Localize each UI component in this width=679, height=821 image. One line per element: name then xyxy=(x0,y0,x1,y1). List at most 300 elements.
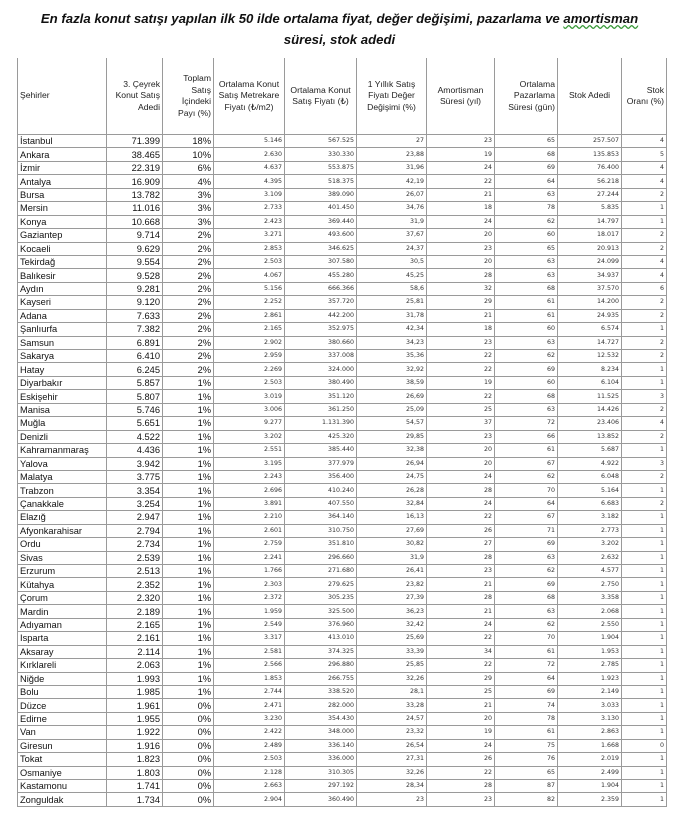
cell-q3-sales: 4.522 xyxy=(107,430,163,443)
table-row xyxy=(18,336,667,349)
cell-city: Afyonkarahisar xyxy=(18,524,107,537)
cell-marketing-time: 69 xyxy=(495,161,558,174)
cell-price-per-m2: 2.503 xyxy=(214,376,285,389)
cell-amortization: 23 xyxy=(427,242,495,255)
table-row xyxy=(18,175,667,188)
cell-amortization: 23 xyxy=(427,793,495,806)
cell-avg-price: 356.400 xyxy=(285,470,357,483)
cell-stock-count: 3.358 xyxy=(558,591,622,604)
cell-q3-sales: 6.891 xyxy=(107,336,163,349)
cell-city: Sivas xyxy=(18,551,107,564)
table-row xyxy=(18,766,667,779)
table-row xyxy=(18,685,667,698)
table-row xyxy=(18,578,667,591)
cell-price-per-m2: 3.019 xyxy=(214,390,285,403)
cell-avg-price: 279.625 xyxy=(285,578,357,591)
cell-stock-ratio: 1 xyxy=(622,645,667,658)
cell-value-change: 26,69 xyxy=(357,390,427,403)
cell-amortization: 28 xyxy=(427,591,495,604)
table-row xyxy=(18,672,667,685)
cell-city: Tokat xyxy=(18,753,107,766)
cell-amortization: 22 xyxy=(427,175,495,188)
cell-price-per-m2: 5.146 xyxy=(214,135,285,148)
cell-city: Samsun xyxy=(18,336,107,349)
cell-share: 2% xyxy=(163,363,214,376)
cell-stock-ratio: 2 xyxy=(622,309,667,322)
cell-amortization: 20 xyxy=(427,457,495,470)
cell-city: Adana xyxy=(18,309,107,322)
cell-city: Kahramanmaraş xyxy=(18,444,107,457)
cell-share: 1% xyxy=(163,672,214,685)
cell-share: 2% xyxy=(163,336,214,349)
cell-price-per-m2: 2.165 xyxy=(214,323,285,336)
cell-price-per-m2: 2.503 xyxy=(214,753,285,766)
table-row xyxy=(18,739,667,752)
cell-city: Yalova xyxy=(18,457,107,470)
cell-q3-sales: 9.714 xyxy=(107,229,163,242)
cell-marketing-time: 78 xyxy=(495,202,558,215)
cell-value-change: 34,76 xyxy=(357,202,427,215)
cell-city: Çorum xyxy=(18,591,107,604)
cell-amortization: 24 xyxy=(427,618,495,631)
cell-stock-ratio: 1 xyxy=(622,538,667,551)
cell-stock-ratio: 1 xyxy=(622,632,667,645)
cell-value-change: 26,41 xyxy=(357,565,427,578)
cell-price-per-m2: 2.128 xyxy=(214,766,285,779)
cell-avg-price: 567.525 xyxy=(285,135,357,148)
title-text: En fazla konut satışı yapılan ilk 50 ilde ortalama fiyat, değer değişimi, pazarlama ve xyxy=(40,11,564,26)
table-row xyxy=(18,793,667,806)
cell-value-change: 27,31 xyxy=(357,753,427,766)
cell-share: 1% xyxy=(163,444,214,457)
cell-stock-ratio: 1 xyxy=(622,444,667,457)
cell-city: Trabzon xyxy=(18,484,107,497)
cell-price-per-m2: 2.959 xyxy=(214,350,285,363)
cell-marketing-time: 78 xyxy=(495,712,558,725)
cell-avg-price: 354.430 xyxy=(285,712,357,725)
cell-marketing-time: 74 xyxy=(495,699,558,712)
cell-avg-price: 297.192 xyxy=(285,780,357,793)
cell-stock-count: 257.507 xyxy=(558,135,622,148)
cell-marketing-time: 61 xyxy=(495,726,558,739)
cell-city: Kayseri xyxy=(18,296,107,309)
cell-value-change: 23,32 xyxy=(357,726,427,739)
cell-value-change: 45,25 xyxy=(357,269,427,282)
cell-stock-count: 2.068 xyxy=(558,605,622,618)
cell-avg-price: 389.090 xyxy=(285,188,357,201)
cell-share: 1% xyxy=(163,591,214,604)
cell-value-change: 32,38 xyxy=(357,444,427,457)
cell-marketing-time: 87 xyxy=(495,780,558,793)
cell-stock-ratio: 5 xyxy=(622,148,667,161)
cell-stock-ratio: 1 xyxy=(622,618,667,631)
cell-value-change: 32,92 xyxy=(357,363,427,376)
cell-price-per-m2: 2.252 xyxy=(214,296,285,309)
cell-value-change: 38,59 xyxy=(357,376,427,389)
cell-share: 0% xyxy=(163,712,214,725)
cell-avg-price: 296.660 xyxy=(285,551,357,564)
cell-amortization: 28 xyxy=(427,551,495,564)
cell-city: Manisa xyxy=(18,403,107,416)
cell-price-per-m2: 2.696 xyxy=(214,484,285,497)
cell-stock-ratio: 2 xyxy=(622,470,667,483)
cell-value-change: 25,69 xyxy=(357,632,427,645)
cell-marketing-time: 70 xyxy=(495,632,558,645)
cell-stock-count: 1.904 xyxy=(558,632,622,645)
cell-avg-price: 666.366 xyxy=(285,282,357,295)
cell-stock-ratio: 1 xyxy=(622,753,667,766)
cell-avg-price: 364.140 xyxy=(285,511,357,524)
cell-price-per-m2: 2.372 xyxy=(214,591,285,604)
table-row xyxy=(18,403,667,416)
cell-value-change: 32,26 xyxy=(357,766,427,779)
cell-q3-sales: 2.114 xyxy=(107,645,163,658)
cell-city: Muğla xyxy=(18,417,107,430)
cell-marketing-time: 65 xyxy=(495,135,558,148)
cell-value-change: 26,28 xyxy=(357,484,427,497)
cell-stock-ratio: 0 xyxy=(622,739,667,752)
cell-marketing-time: 60 xyxy=(495,376,558,389)
cell-price-per-m2: 3.109 xyxy=(214,188,285,201)
cell-marketing-time: 72 xyxy=(495,417,558,430)
cell-amortization: 22 xyxy=(427,632,495,645)
cell-avg-price: 369.440 xyxy=(285,215,357,228)
cell-q3-sales: 7.633 xyxy=(107,309,163,322)
cell-city: Erzurum xyxy=(18,565,107,578)
table-row xyxy=(18,215,667,228)
cell-q3-sales: 2.734 xyxy=(107,538,163,551)
cell-city: Sakarya xyxy=(18,350,107,363)
cell-stock-ratio: 1 xyxy=(622,524,667,537)
cell-q3-sales: 2.189 xyxy=(107,605,163,618)
cell-price-per-m2: 2.503 xyxy=(214,255,285,268)
cell-avg-price: 352.975 xyxy=(285,323,357,336)
cell-stock-count: 6.574 xyxy=(558,323,622,336)
cell-marketing-time: 63 xyxy=(495,255,558,268)
col-header-amortization: Amortisman Süresi (yıl) xyxy=(427,58,495,135)
cell-city: Çanakkale xyxy=(18,497,107,510)
cell-avg-price: 310.305 xyxy=(285,766,357,779)
cell-price-per-m2: 2.630 xyxy=(214,148,285,161)
cell-avg-price: 338.520 xyxy=(285,685,357,698)
cell-price-per-m2: 2.551 xyxy=(214,444,285,457)
cell-amortization: 28 xyxy=(427,269,495,282)
cell-stock-ratio: 2 xyxy=(622,296,667,309)
cell-city: Niğde xyxy=(18,672,107,685)
cell-avg-price: 380.660 xyxy=(285,336,357,349)
cell-avg-price: 266.755 xyxy=(285,672,357,685)
cell-q3-sales: 6.245 xyxy=(107,363,163,376)
cell-stock-ratio: 2 xyxy=(622,242,667,255)
table-row xyxy=(18,202,667,215)
cell-marketing-time: 67 xyxy=(495,511,558,524)
cell-stock-ratio: 1 xyxy=(622,202,667,215)
cell-stock-ratio: 1 xyxy=(622,215,667,228)
table-row xyxy=(18,363,667,376)
cell-stock-count: 2.359 xyxy=(558,793,622,806)
cell-price-per-m2: 2.423 xyxy=(214,215,285,228)
cell-stock-count: 1.904 xyxy=(558,780,622,793)
cell-share: 1% xyxy=(163,659,214,672)
cell-price-per-m2: 2.733 xyxy=(214,202,285,215)
cell-stock-ratio: 1 xyxy=(622,565,667,578)
cell-price-per-m2: 2.581 xyxy=(214,645,285,658)
cell-stock-ratio: 2 xyxy=(622,430,667,443)
cell-city: Zonguldak xyxy=(18,793,107,806)
cell-amortization: 23 xyxy=(427,135,495,148)
cell-price-per-m2: 4.067 xyxy=(214,269,285,282)
cell-stock-count: 2.785 xyxy=(558,659,622,672)
cell-q3-sales: 2.161 xyxy=(107,632,163,645)
cell-stock-count: 135.853 xyxy=(558,148,622,161)
table-row xyxy=(18,470,667,483)
cell-value-change: 24,75 xyxy=(357,470,427,483)
cell-avg-price: 305.235 xyxy=(285,591,357,604)
cell-value-change: 28,1 xyxy=(357,685,427,698)
cell-stock-count: 3.182 xyxy=(558,511,622,524)
table-row xyxy=(18,376,667,389)
cell-price-per-m2: 2.243 xyxy=(214,470,285,483)
cell-q3-sales: 1.993 xyxy=(107,672,163,685)
cell-q3-sales: 4.436 xyxy=(107,444,163,457)
table-row xyxy=(18,659,667,672)
cell-city: Denizli xyxy=(18,430,107,443)
cell-value-change: 31,9 xyxy=(357,551,427,564)
cell-avg-price: 348.000 xyxy=(285,726,357,739)
cell-city: Eskişehir xyxy=(18,390,107,403)
cell-q3-sales: 1.823 xyxy=(107,753,163,766)
cell-value-change: 23,88 xyxy=(357,148,427,161)
cell-marketing-time: 68 xyxy=(495,390,558,403)
cell-share: 18% xyxy=(163,135,214,148)
cell-amortization: 28 xyxy=(427,780,495,793)
cell-value-change: 27,69 xyxy=(357,524,427,537)
cell-stock-count: 5.835 xyxy=(558,202,622,215)
cell-stock-count: 11.525 xyxy=(558,390,622,403)
cell-amortization: 29 xyxy=(427,672,495,685)
cell-stock-count: 76.400 xyxy=(558,161,622,174)
cell-stock-count: 14.426 xyxy=(558,403,622,416)
cell-marketing-time: 64 xyxy=(495,672,558,685)
cell-price-per-m2: 2.904 xyxy=(214,793,285,806)
cell-stock-ratio: 4 xyxy=(622,417,667,430)
cell-stock-count: 1.923 xyxy=(558,672,622,685)
cell-share: 1% xyxy=(163,605,214,618)
table-row xyxy=(18,457,667,470)
cell-q3-sales: 2.513 xyxy=(107,565,163,578)
cell-q3-sales: 3.254 xyxy=(107,497,163,510)
cell-marketing-time: 63 xyxy=(495,403,558,416)
cell-amortization: 22 xyxy=(427,363,495,376)
cell-price-per-m2: 2.303 xyxy=(214,578,285,591)
table-row xyxy=(18,538,667,551)
cell-city: Bursa xyxy=(18,188,107,201)
table-row xyxy=(18,551,667,564)
cell-q3-sales: 38.465 xyxy=(107,148,163,161)
cell-marketing-time: 62 xyxy=(495,470,558,483)
cell-stock-ratio: 1 xyxy=(622,376,667,389)
cell-city: Antalya xyxy=(18,175,107,188)
cell-city: Balıkesir xyxy=(18,269,107,282)
cell-stock-count: 8.234 xyxy=(558,363,622,376)
cell-q3-sales: 2.539 xyxy=(107,551,163,564)
cell-share: 2% xyxy=(163,296,214,309)
cell-price-per-m2: 2.601 xyxy=(214,524,285,537)
cell-share: 0% xyxy=(163,739,214,752)
cell-share: 2% xyxy=(163,309,214,322)
cell-stock-ratio: 4 xyxy=(622,135,667,148)
cell-stock-count: 2.499 xyxy=(558,766,622,779)
cell-price-per-m2: 2.861 xyxy=(214,309,285,322)
cell-amortization: 24 xyxy=(427,215,495,228)
cell-stock-ratio: 3 xyxy=(622,390,667,403)
cell-q3-sales: 22.319 xyxy=(107,161,163,174)
cell-price-per-m2: 3.006 xyxy=(214,403,285,416)
cell-city: Elazığ xyxy=(18,511,107,524)
cell-q3-sales: 9.528 xyxy=(107,269,163,282)
header-row xyxy=(18,58,667,135)
cell-avg-price: 337.008 xyxy=(285,350,357,363)
cell-value-change: 16,13 xyxy=(357,511,427,524)
table-row xyxy=(18,323,667,336)
cell-price-per-m2: 3.195 xyxy=(214,457,285,470)
cell-share: 2% xyxy=(163,242,214,255)
cell-amortization: 18 xyxy=(427,202,495,215)
cell-share: 0% xyxy=(163,780,214,793)
table-row xyxy=(18,591,667,604)
cell-marketing-time: 72 xyxy=(495,659,558,672)
cell-avg-price: 401.450 xyxy=(285,202,357,215)
cell-amortization: 20 xyxy=(427,255,495,268)
cell-stock-ratio: 1 xyxy=(622,363,667,376)
cell-price-per-m2: 3.230 xyxy=(214,712,285,725)
cell-amortization: 27 xyxy=(427,538,495,551)
cell-city: Kocaeli xyxy=(18,242,107,255)
cell-share: 3% xyxy=(163,215,214,228)
cell-marketing-time: 69 xyxy=(495,578,558,591)
cell-avg-price: 361.250 xyxy=(285,403,357,416)
cell-stock-ratio: 1 xyxy=(622,591,667,604)
cell-amortization: 26 xyxy=(427,524,495,537)
cell-stock-ratio: 1 xyxy=(622,605,667,618)
cell-price-per-m2: 3.317 xyxy=(214,632,285,645)
cell-amortization: 20 xyxy=(427,712,495,725)
cell-stock-ratio: 6 xyxy=(622,282,667,295)
cell-city: Malatya xyxy=(18,470,107,483)
cell-amortization: 21 xyxy=(427,309,495,322)
cell-stock-ratio: 1 xyxy=(622,672,667,685)
cell-share: 2% xyxy=(163,255,214,268)
cell-city: Aydın xyxy=(18,282,107,295)
cell-stock-count: 1.668 xyxy=(558,739,622,752)
cell-q3-sales: 9.281 xyxy=(107,282,163,295)
table-row xyxy=(18,430,667,443)
cell-q3-sales: 5.651 xyxy=(107,417,163,430)
cell-stock-ratio: 2 xyxy=(622,350,667,363)
cell-avg-price: 282.000 xyxy=(285,699,357,712)
cell-amortization: 18 xyxy=(427,323,495,336)
cell-city: Bolu xyxy=(18,685,107,698)
cell-q3-sales: 2.320 xyxy=(107,591,163,604)
cell-city: Ordu xyxy=(18,538,107,551)
cell-avg-price: 376.960 xyxy=(285,618,357,631)
cell-city: Adıyaman xyxy=(18,618,107,631)
col-header-stock-count: Stok Adedi xyxy=(558,58,622,135)
cell-marketing-time: 61 xyxy=(495,296,558,309)
cell-q3-sales: 1.916 xyxy=(107,739,163,752)
cell-avg-price: 413.010 xyxy=(285,632,357,645)
cell-price-per-m2: 4.395 xyxy=(214,175,285,188)
cell-stock-count: 2.149 xyxy=(558,685,622,698)
cell-share: 4% xyxy=(163,175,214,188)
col-header-value-change: 1 Yıllık Satış Fiyatı Değer Değişimi (%) xyxy=(357,58,427,135)
cell-avg-price: 518.375 xyxy=(285,175,357,188)
cell-value-change: 23,82 xyxy=(357,578,427,591)
cell-q3-sales: 1.985 xyxy=(107,685,163,698)
cell-stock-count: 37.570 xyxy=(558,282,622,295)
cell-q3-sales: 1.741 xyxy=(107,780,163,793)
cell-price-per-m2: 2.663 xyxy=(214,780,285,793)
cell-share: 1% xyxy=(163,685,214,698)
cell-marketing-time: 63 xyxy=(495,336,558,349)
cell-city: Kırklareli xyxy=(18,659,107,672)
cell-avg-price: 377.979 xyxy=(285,457,357,470)
cell-avg-price: 425.320 xyxy=(285,430,357,443)
cell-stock-ratio: 4 xyxy=(622,175,667,188)
table-row xyxy=(18,484,667,497)
cell-price-per-m2: 2.471 xyxy=(214,699,285,712)
cell-city: Mardin xyxy=(18,605,107,618)
cell-marketing-time: 62 xyxy=(495,350,558,363)
cell-q3-sales: 3.775 xyxy=(107,470,163,483)
table-row xyxy=(18,712,667,725)
cell-avg-price: 553.875 xyxy=(285,161,357,174)
cell-amortization: 24 xyxy=(427,470,495,483)
cell-avg-price: 310.750 xyxy=(285,524,357,537)
table-row xyxy=(18,417,667,430)
cell-city: Van xyxy=(18,726,107,739)
cell-value-change: 27 xyxy=(357,135,427,148)
cell-price-per-m2: 3.202 xyxy=(214,430,285,443)
cell-city: Ankara xyxy=(18,148,107,161)
cell-marketing-time: 70 xyxy=(495,484,558,497)
cell-price-per-m2: 2.422 xyxy=(214,726,285,739)
cell-stock-count: 6.104 xyxy=(558,376,622,389)
cell-marketing-time: 75 xyxy=(495,739,558,752)
document-title xyxy=(0,8,679,50)
cell-stock-ratio: 1 xyxy=(622,699,667,712)
cell-value-change: 23 xyxy=(357,793,427,806)
cell-value-change: 35,36 xyxy=(357,350,427,363)
table-row xyxy=(18,632,667,645)
cell-marketing-time: 63 xyxy=(495,551,558,564)
cell-price-per-m2: 1.959 xyxy=(214,605,285,618)
cell-marketing-time: 62 xyxy=(495,215,558,228)
cell-share: 1% xyxy=(163,390,214,403)
cell-stock-count: 5.687 xyxy=(558,444,622,457)
cell-q3-sales: 1.734 xyxy=(107,793,163,806)
cell-q3-sales: 1.803 xyxy=(107,766,163,779)
cell-stock-count: 13.852 xyxy=(558,430,622,443)
cell-share: 1% xyxy=(163,645,214,658)
cell-price-per-m2: 2.549 xyxy=(214,618,285,631)
cell-stock-ratio: 1 xyxy=(622,793,667,806)
cell-q3-sales: 10.668 xyxy=(107,215,163,228)
cell-amortization: 29 xyxy=(427,296,495,309)
cell-share: 1% xyxy=(163,470,214,483)
cell-amortization: 23 xyxy=(427,430,495,443)
cell-avg-price: 385.440 xyxy=(285,444,357,457)
